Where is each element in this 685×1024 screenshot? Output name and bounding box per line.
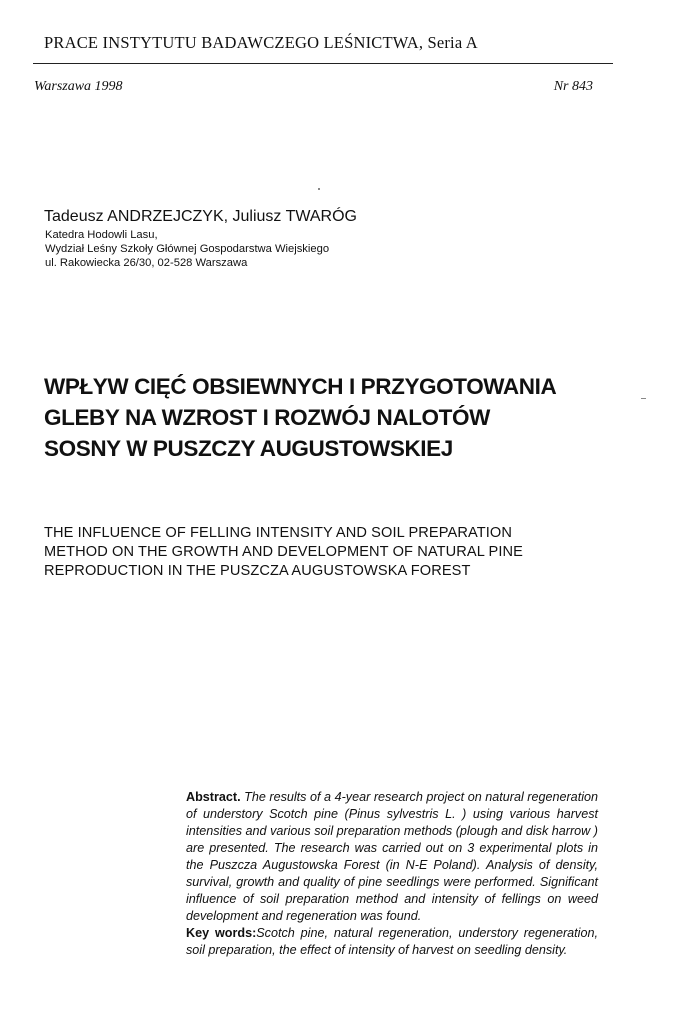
journal-header: PRACE INSTYTUTU BADAWCZEGO LEŚNICTWA, Seria A [44,33,478,52]
abstract-paragraph [186,789,598,925]
author-names: Tadeusz ANDRZEJCZYK, Juliusz TWARÓG [44,208,357,225]
scan-speck [318,188,320,190]
place-year: Warszawa 1998 [34,79,123,94]
abstract-label: Abstract. [186,790,241,804]
title-english [44,524,604,581]
title-english-line: METHOD ON THE GROWTH AND DEVELOPMENT OF NATURAL PINE [44,544,524,560]
affiliation-line: Wydział Leśny Szkoły Głównej Gospodarstwa Wiejskiego [45,243,330,255]
affiliation-line: ul. Rakowiecka 26/30, 02-528 Warszawa [45,257,248,269]
title-polish-line: WPŁYW CIĘĆ OBSIEWNYCH I PRZYGOTOWANIA [44,374,557,399]
issue-number: Nr 843 [553,79,593,94]
abstract-text: The results of a 4-year research project on natural regeneration of understory Scotch pine (Pinus sylvestris L. ) using various harvest intensities and various soil preparation methods (plough and disk harrow ) are presented. The research was carried out on 3 experimental plots in the Puszcza Augustowska Forest (in N-E Poland). Analysis of density, survival, growth and quality of pine seedlings were performed. Significant influence of soil preparation method and intensity of fellings on weed development and regeneration was found. [186,790,598,923]
keywords-text: Scotch pine, natural regeneration, understory regeneration, soil preparation, the effect of intensity of harvest on seedling density. [186,926,598,957]
keywords-paragraph [186,925,598,959]
affiliation-line: Katedra Hodowli Lasu, [45,229,158,241]
title-english-line: REPRODUCTION IN THE PUSZCZA AUGUSTOWSKA FOREST [44,563,471,579]
abstract-block [186,789,598,959]
title-polish-line: GLEBY NA WZROST I ROZWÓJ NALOTÓW [44,405,490,430]
keywords-label: Key words: [186,926,257,940]
title-polish [44,371,644,464]
title-polish-line: SOSNY W PUSZCZY AUGUSTOWSKIEJ [44,436,453,461]
header-rule [33,63,613,64]
title-english-line: THE INFLUENCE OF FELLING INTENSITY AND SOIL PREPARATION [44,525,512,541]
